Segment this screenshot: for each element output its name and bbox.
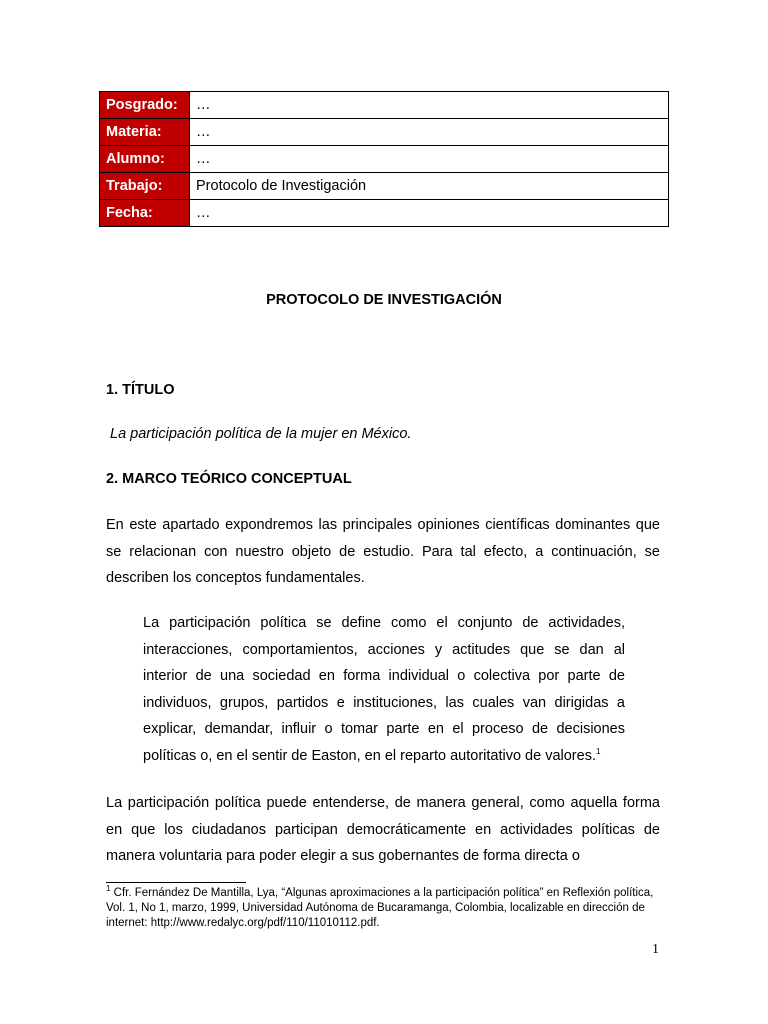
row-value-fecha: … <box>190 200 669 227</box>
quote-text: La participación política se define como el conjunto de actividades, interacciones, comportamientos, acciones y actitudes que se dan al interior de una sociedad en forma individual o colectiva por parte de individuos, grupos, partidos e instituciones, las cuales van dirigidas a explicar, demandar, influir o tomar parte en el proceso de decisiones políticas o, en el sentir de Easton, en el reparto autoritativo de valores. <box>143 615 625 764</box>
footnote-divider <box>106 882 246 883</box>
table-row <box>100 119 669 146</box>
row-value-posgrado: … <box>190 92 669 119</box>
document-title: PROTOCOLO DE INVESTIGACIÓN <box>266 292 502 308</box>
row-value-alumno: … <box>190 146 669 173</box>
table-row <box>100 173 669 200</box>
table-row <box>100 146 669 173</box>
section-heading-marco: 2. MARCO TEÓRICO CONCEPTUAL <box>106 471 352 487</box>
row-label-trabajo: Trabajo: <box>100 173 190 200</box>
row-label-materia: Materia: <box>100 119 190 146</box>
footnote-text: Cfr. Fernández De Mantilla, Lya, “Algunas aproximaciones a la participación política” en Reflexión política, Vol. 1, No 1, marzo, 1999, Universidad Autónoma de Bucaramanga, Colombia, localizable en dirección de internet: http://www.redalyc.org/pdf/110/11010112.pdf. <box>106 887 654 929</box>
header-info-table <box>99 91 669 227</box>
section-heading-titulo: 1. TÍTULO <box>106 382 175 398</box>
paragraph-definition: La participación política puede entenderse, de manera general, como aquella forma en que los ciudadanos participan democráticamente en actividades políticas de manera voluntaria para poder elegir a sus gobernantes de forma directa o <box>106 795 660 864</box>
footnote <box>106 886 662 931</box>
footnote-reference[interactable]: 1 <box>595 746 601 756</box>
footnote-marker: 1 <box>106 884 111 894</box>
row-value-materia: … <box>190 119 669 146</box>
row-value-trabajo: Protocolo de Investigación <box>190 173 669 200</box>
row-label-posgrado: Posgrado: <box>100 92 190 119</box>
table-row <box>100 92 669 119</box>
paragraph-intro: En este apartado expondremos las principales opiniones científicas dominantes que se relacionan con nuestro objeto de estudio. Para tal efecto, a continuación, se describen los conceptos fundamentales. <box>106 517 660 586</box>
table-row <box>100 200 669 227</box>
block-quote <box>143 610 625 769</box>
row-label-fecha: Fecha: <box>100 200 190 227</box>
research-title: La participación política de la mujer en México. <box>110 426 412 442</box>
row-label-alumno: Alumno: <box>100 146 190 173</box>
page-number: 1 <box>652 942 659 957</box>
